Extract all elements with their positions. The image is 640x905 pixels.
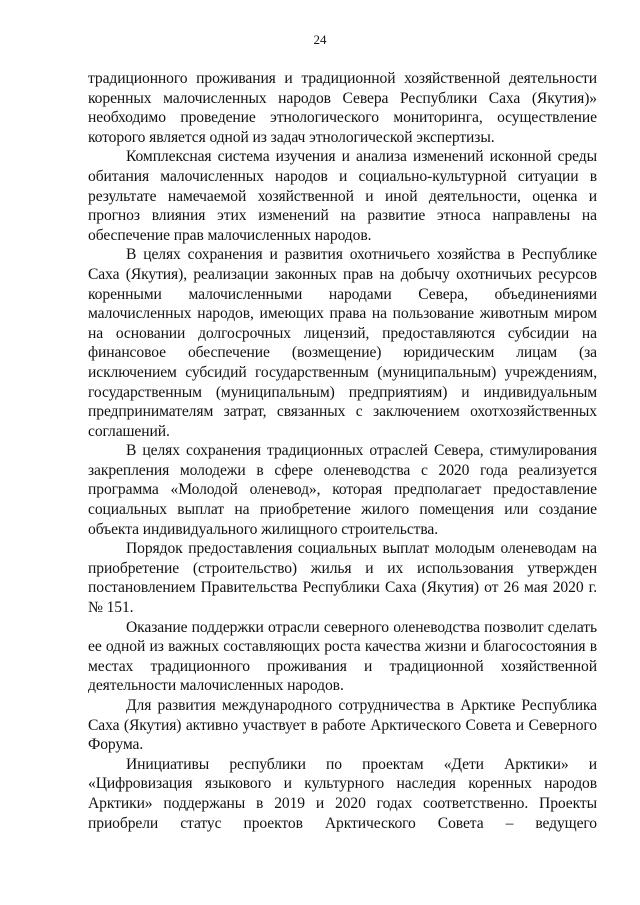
paragraph-3: В целях сохранения и развития охотничьего хозяйства в Республике Саха (Якутия), реализации законных прав на добычу охотничьих ресурсов коренными малочисленными народами Севера, объединениями малочисленных народов, имеющих права на пользование животным миром на основании долгосрочных лицензий, предоставляются субсидии на финансовое обеспечение (возмещение) юридическим лицам (за исключением субсидий государственным (муниципальным) учреждениям, государственным (муниципальным) предприятиям) и индивидуальным предпринимателям затрат, связанных с заключением охотхозяйственных соглашений. <box>88 246 597 440</box>
paragraph-6: Оказание поддержки отрасли северного оленеводства позволит сделать ее одной из важных составляющих роста качества жизни и благосостояния в местах традиционного проживания и традиционной хозяйственной деятельности малочисленных народов. <box>88 618 597 695</box>
page-body <box>88 69 597 833</box>
paragraph-1: традиционного проживания и традиционной хозяйственной деятельности коренных малочисленных народов Севера Республики Саха (Якутия)» необходимо проведение этнологического мониторинга, осуществление которого является одной из задач этнологической экспертизы. <box>88 70 597 146</box>
paragraph-8: Инициативы республики по проектам «Дети Арктики» и «Цифровизация языкового и культурного наследия коренных народов Арктики» поддержаны в 2019 и 2020 годах соответственно. Проекты приобрели статус проектов Арктического Совета – ведущего <box>88 755 597 832</box>
paragraph-5: Порядок предоставления социальных выплат молодым оленеводам на приобретение (строительство) жилья и их использования утвержден постановлением Правительства Республики Саха (Якутия) от 26 мая 2020 г. № 151. <box>88 540 597 617</box>
paragraph-2: Комплексная система изучения и анализа изменений исконной среды обитания малочисленных народов и социально-культурной ситуации в результате намечаемой хозяйственной и иной деятельности, оценка и прогноз влияния этих изменений на развитие этноса направлены на обеспечение прав малочисленных народов. <box>88 148 597 244</box>
paragraph-4: В целях сохранения традиционных отраслей Севера, стимулирования закрепления молодежи в сфере оленеводства с 2020 года реализуется программа «Молодой оленевод», которая предполагает предоставление социальных выплат на приобретение жилого помещения или создание объекта индивидуального жилищного строительства. <box>88 442 597 538</box>
paragraph-7: Для развития международного сотрудничества в Арктике Республика Саха (Якутия) активно участвует в работе Арктического Совета и Северного Форума. <box>88 697 597 754</box>
page-number: 24 <box>313 32 327 47</box>
